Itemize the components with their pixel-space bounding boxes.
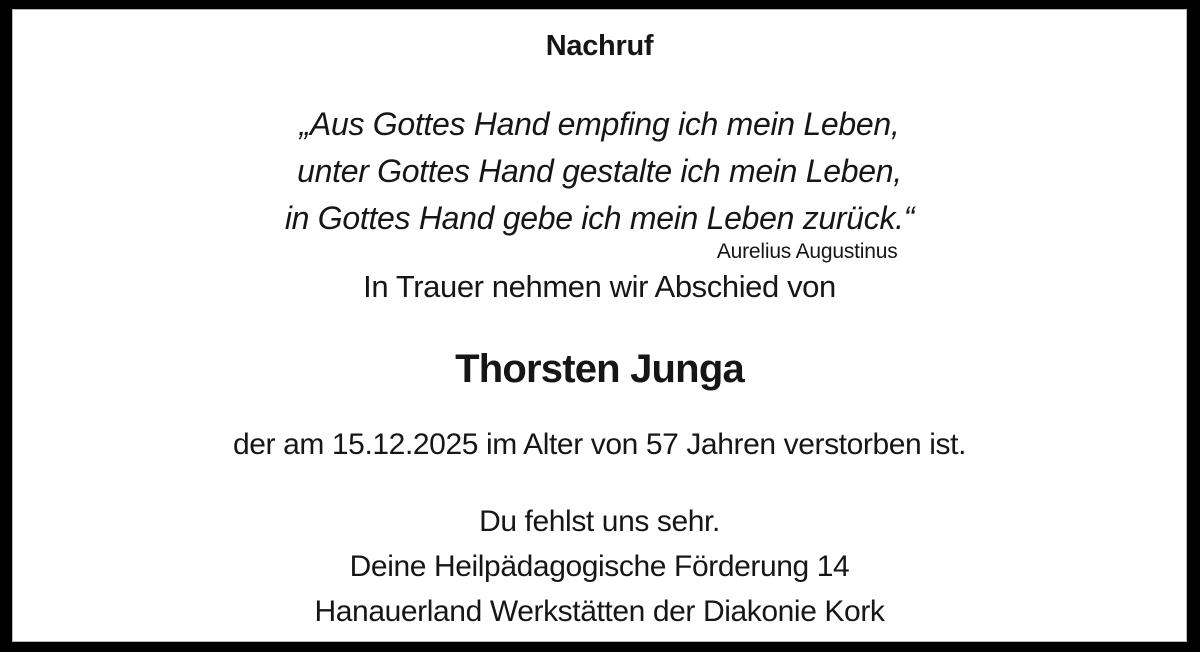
notice-title: Nachruf bbox=[545, 30, 654, 62]
quote-line: in Gottes Hand gebe ich mein Leben zurück.“ bbox=[284, 200, 915, 236]
memorial-quote bbox=[12, 101, 1187, 242]
quote-attribution-row bbox=[250, 240, 950, 264]
quote-line: „Aus Gottes Hand empfing ich mein Leben, bbox=[299, 106, 900, 142]
quote-line: unter Gottes Hand gestalte ich mein Leben, bbox=[297, 153, 902, 189]
deceased-name: Thorsten Junga bbox=[455, 347, 744, 391]
closing-line: Du fehlst uns sehr. bbox=[479, 505, 720, 538]
closing-line: Hanauerland Werkstätten der Diakonie Kork bbox=[314, 595, 885, 628]
closing-block bbox=[12, 499, 1187, 634]
closing-line: Deine Heilpädagogische Förderung 14 bbox=[349, 550, 850, 583]
quote-attribution: Aurelius Augustinus bbox=[716, 240, 898, 263]
farewell-intro: In Trauer nehmen wir Abschied von bbox=[363, 269, 836, 304]
death-date-line: der am 15.12.2025 im Alter von 57 Jahren verstorben ist. bbox=[232, 428, 967, 461]
